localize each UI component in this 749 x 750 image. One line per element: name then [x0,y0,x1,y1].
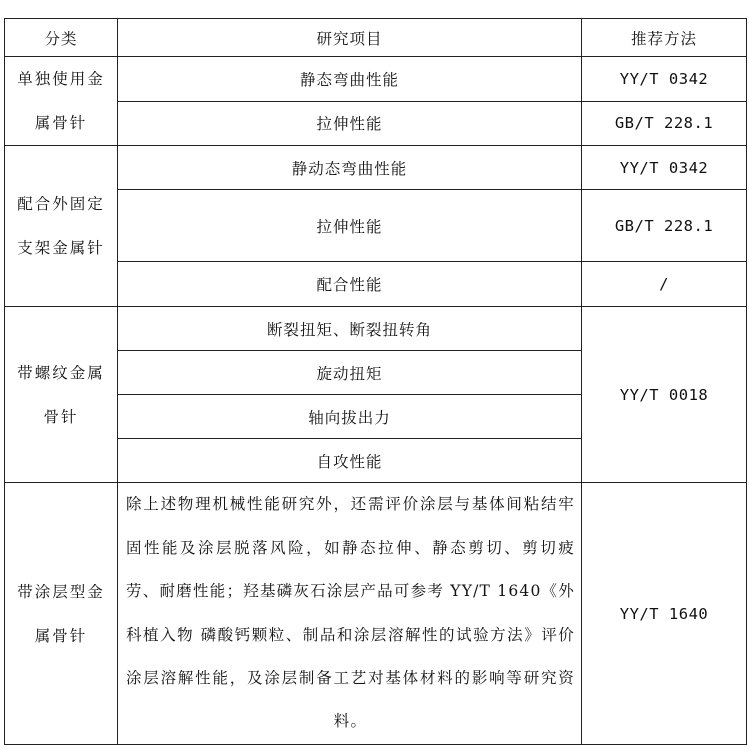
method-cell: YY/T 1640 [582,483,747,745]
research-item-cell: 自攻性能 [118,439,582,483]
category-line: 带螺纹金属 [17,363,105,382]
method-cell: GB/T 228.1 [582,190,747,262]
method-cell: GB/T 228.1 [582,101,747,146]
category-cell [5,57,118,146]
category-line: 骨针 [43,407,79,426]
research-item-cell: 配合性能 [118,262,582,307]
method-cell: / [582,262,747,307]
header-recommended-method: 推荐方法 [582,19,747,57]
table-row [5,307,747,351]
category-line: 单独使用金 [17,70,105,88]
research-item-cell: 轴向拔出力 [118,395,582,439]
method-cell: YY/T 0018 [582,307,747,483]
table-row [5,146,747,190]
table-row [5,483,747,745]
research-item-cell: 静动态弯曲性能 [118,146,582,190]
category-cell [5,146,118,307]
research-item-cell: 静态弯曲性能 [118,57,582,102]
category-cell [5,483,118,745]
research-item-cell: 断裂扭矩、断裂扭转角 [118,307,582,351]
category-line: 支架金属针 [17,239,105,257]
header-row [5,19,747,57]
research-item-cell: 旋动扭矩 [118,351,582,395]
research-description-cell: 除上述物理机械性能研究外，还需评价涂层与基体间粘结牢固性能及涂层脱落风险，如静态拉伸、静态剪切、剪切疲劳、耐磨性能；羟基磷灰石涂层产品可参考 YY/T 1640《外科植入物 磷酸钙颗粒、制品和涂层溶解性的试验方法》评价涂层溶解性能，及涂层制备工艺对基体材料的影响等研究资料。 [118,483,582,745]
method-cell: YY/T 0342 [582,57,747,102]
header-category: 分类 [5,19,118,57]
research-table [4,18,747,745]
category-line: 属骨针 [34,626,88,645]
header-research-item: 研究项目 [118,19,582,57]
method-cell: YY/T 0342 [582,146,747,190]
research-item-cell: 拉伸性能 [118,190,582,262]
category-cell [5,307,118,483]
table-row [5,57,747,102]
research-item-cell: 拉伸性能 [118,101,582,146]
category-line: 属骨针 [34,114,88,132]
category-line: 带涂层型金 [17,582,105,601]
category-line: 配合外固定 [17,195,105,213]
